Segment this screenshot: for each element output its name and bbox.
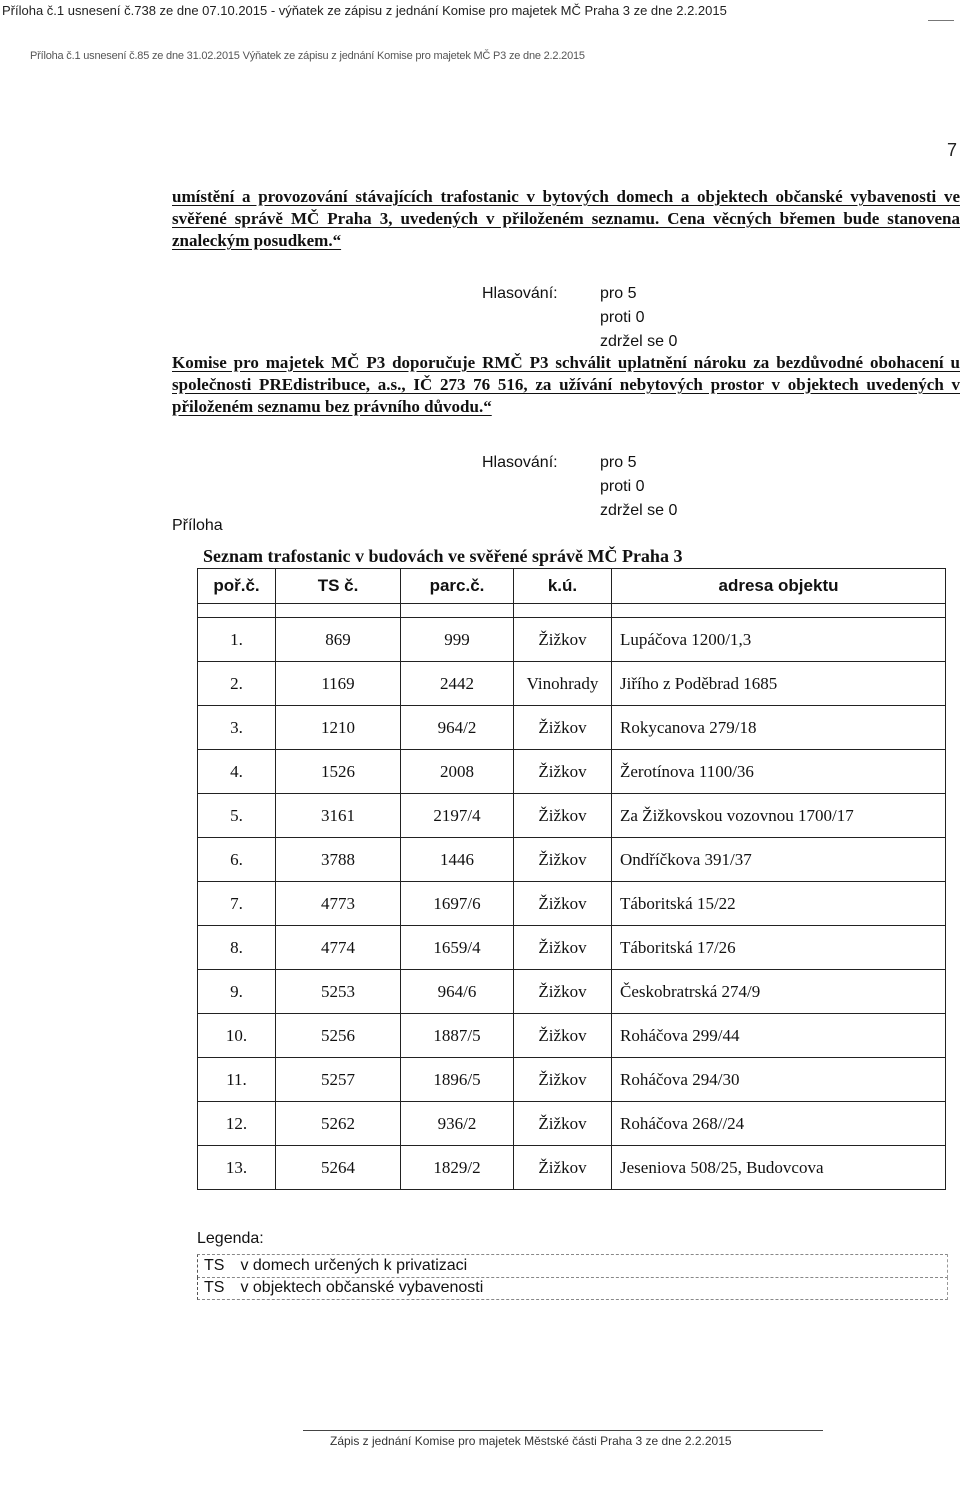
- legend-item: [197, 1254, 948, 1278]
- spacer-cell: [401, 604, 514, 618]
- spacer-cell: [276, 604, 401, 618]
- cell-order: 3.: [198, 706, 276, 750]
- vote-abstain: zdržel se 0: [600, 502, 678, 519]
- table-title: Seznam trafostanic v budovách ve svěřené správě MČ Praha 3: [203, 546, 683, 566]
- cell-parcel: 1887/5: [401, 1014, 514, 1058]
- cell-address: Českobratrská 274/9: [612, 970, 946, 1014]
- cell-parcel: 2197/4: [401, 794, 514, 838]
- col-header-cadastral-area: k.ú.: [514, 569, 612, 604]
- spacer-cell: [612, 604, 946, 618]
- vote-abstain: zdržel se 0: [600, 333, 678, 350]
- cell-ts-number: 5257: [276, 1058, 401, 1102]
- cell-address: Jiřího z Poděbrad 1685: [612, 662, 946, 706]
- cell-order: 13.: [198, 1146, 276, 1190]
- cell-parcel: 999: [401, 618, 514, 662]
- legend-code: TS: [204, 1257, 225, 1274]
- cell-order: 11.: [198, 1058, 276, 1102]
- cell-order: 9.: [198, 970, 276, 1014]
- table-row: [198, 970, 946, 1014]
- cell-ts-number: 4774: [276, 926, 401, 970]
- cell-address: Táboritská 15/22: [612, 882, 946, 926]
- fax-header-line: Příloha č.1 usnesení č.85 ze dne 31.02.2015 Výňatek ze zápisu z jednání Komise pro majetek MČ P3 ze dne 2.2.2015: [30, 50, 585, 62]
- header-rule: [928, 20, 954, 21]
- page-number: 7: [946, 140, 957, 160]
- cell-cadastral-area: Žižkov: [514, 882, 612, 926]
- col-header-parcel: parc.č.: [401, 569, 514, 604]
- spacer-cell: [514, 604, 612, 618]
- table-row: [198, 706, 946, 750]
- table-spacer-row: [198, 604, 946, 618]
- vote-against: proti 0: [600, 478, 645, 495]
- cell-parcel: 964/6: [401, 970, 514, 1014]
- table-row: [198, 882, 946, 926]
- cell-ts-number: 1169: [276, 662, 401, 706]
- cell-parcel: 964/2: [401, 706, 514, 750]
- cell-address: Roháčova 294/30: [612, 1058, 946, 1102]
- cell-order: 12.: [198, 1102, 276, 1146]
- cell-order: 8.: [198, 926, 276, 970]
- cell-ts-number: 5264: [276, 1146, 401, 1190]
- cell-cadastral-area: Žižkov: [514, 618, 612, 662]
- cell-ts-number: 4773: [276, 882, 401, 926]
- cell-order: 2.: [198, 662, 276, 706]
- table-row: [198, 1058, 946, 1102]
- footer-rule: [303, 1430, 823, 1431]
- legend-item: [197, 1277, 948, 1300]
- cell-parcel: 1829/2: [401, 1146, 514, 1190]
- table-row: [198, 794, 946, 838]
- cell-order: 1.: [198, 618, 276, 662]
- cell-address: Za Žižkovskou vozovnou 1700/17: [612, 794, 946, 838]
- table-row: [198, 750, 946, 794]
- cell-cadastral-area: Žižkov: [514, 926, 612, 970]
- cell-ts-number: 5253: [276, 970, 401, 1014]
- cell-parcel: 936/2: [401, 1102, 514, 1146]
- vote-against: proti 0: [600, 309, 645, 326]
- cell-cadastral-area: Žižkov: [514, 706, 612, 750]
- vote-for: pro 5: [600, 285, 637, 302]
- cell-address: Ondříčkova 391/37: [612, 838, 946, 882]
- cell-address: Rokycanova 279/18: [612, 706, 946, 750]
- table-row: [198, 838, 946, 882]
- cell-address: Roháčova 299/44: [612, 1014, 946, 1058]
- cell-parcel: 1697/6: [401, 882, 514, 926]
- cell-cadastral-area: Žižkov: [514, 750, 612, 794]
- table-row: [198, 618, 946, 662]
- cell-parcel: 2442: [401, 662, 514, 706]
- cell-parcel: 1659/4: [401, 926, 514, 970]
- cell-parcel: 2008: [401, 750, 514, 794]
- cell-cadastral-area: Žižkov: [514, 1058, 612, 1102]
- cell-ts-number: 869: [276, 618, 401, 662]
- table-row: [198, 926, 946, 970]
- cell-order: 10.: [198, 1014, 276, 1058]
- cell-ts-number: 5256: [276, 1014, 401, 1058]
- legend-title: Legenda:: [197, 1230, 264, 1247]
- vote-label: Hlasování:: [482, 285, 558, 302]
- annex-label: Příloha: [172, 517, 223, 534]
- cell-ts-number: 5262: [276, 1102, 401, 1146]
- legend-text: v objektech občanské vybavenosti: [240, 1279, 484, 1296]
- transformer-station-table: [197, 568, 946, 1190]
- document-header: Příloha č.1 usnesení č.738 ze dne 07.10.2015 - výňatek ze zápisu z jednání Komise pro majetek MČ Praha 3 ze dne 2.2.2015: [2, 3, 727, 18]
- cell-parcel: 1896/5: [401, 1058, 514, 1102]
- legend-text: v domech určených k privatizaci: [240, 1257, 468, 1274]
- cell-order: 7.: [198, 882, 276, 926]
- table-body: [198, 604, 946, 1190]
- table-row: [198, 1014, 946, 1058]
- cell-ts-number: 1210: [276, 706, 401, 750]
- vote-for: pro 5: [600, 454, 637, 471]
- table-row: [198, 662, 946, 706]
- spacer-cell: [198, 604, 276, 618]
- col-header-ts-number: TS č.: [276, 569, 401, 604]
- cell-cadastral-area: Žižkov: [514, 794, 612, 838]
- cell-order: 6.: [198, 838, 276, 882]
- cell-address: Lupáčova 1200/1,3: [612, 618, 946, 662]
- cell-address: Žerotínova 1100/36: [612, 750, 946, 794]
- cell-parcel: 1446: [401, 838, 514, 882]
- cell-ts-number: 3161: [276, 794, 401, 838]
- table-header-row: [198, 569, 946, 604]
- cell-cadastral-area: Žižkov: [514, 1102, 612, 1146]
- resolution-paragraph-1: umístění a provozování stávajících trafostanic v bytových domech a objektech občanské vybavenosti ve svěřené správě MČ Praha 3, uvedených v přiloženém seznamu. Cena věcných břemen bude stanovena znaleckým posudkem.“: [172, 187, 960, 250]
- table-row: [198, 1102, 946, 1146]
- vote-label: Hlasování:: [482, 454, 558, 471]
- cell-cadastral-area: Žižkov: [514, 1146, 612, 1190]
- cell-ts-number: 3788: [276, 838, 401, 882]
- cell-order: 4.: [198, 750, 276, 794]
- legend-code: TS: [204, 1279, 225, 1296]
- cell-cadastral-area: Žižkov: [514, 970, 612, 1014]
- cell-address: Roháčova 268//24: [612, 1102, 946, 1146]
- col-header-order: poř.č.: [198, 569, 276, 604]
- cell-address: Táboritská 17/26: [612, 926, 946, 970]
- cell-cadastral-area: Žižkov: [514, 1014, 612, 1058]
- resolution-paragraph-2: Komise pro majetek MČ P3 doporučuje RMČ P3 schválit uplatnění nároku za bezdůvodné obohacení u společnosti PREdistribuce, a.s., IČ 273 76 516, za užívání nebytových prostor v objektech uvedených v přiloženém seznamu bez právního důvodu.“: [172, 353, 960, 416]
- cell-cadastral-area: Vinohrady: [514, 662, 612, 706]
- cell-ts-number: 1526: [276, 750, 401, 794]
- cell-cadastral-area: Žižkov: [514, 838, 612, 882]
- col-header-address: adresa objektu: [612, 569, 946, 604]
- table-row: [198, 1146, 946, 1190]
- cell-order: 5.: [198, 794, 276, 838]
- page-footer: Zápis z jednání Komise pro majetek Městské části Praha 3 ze dne 2.2.2015: [330, 1434, 732, 1448]
- cell-address: Jeseniova 508/25, Budovcova: [612, 1146, 946, 1190]
